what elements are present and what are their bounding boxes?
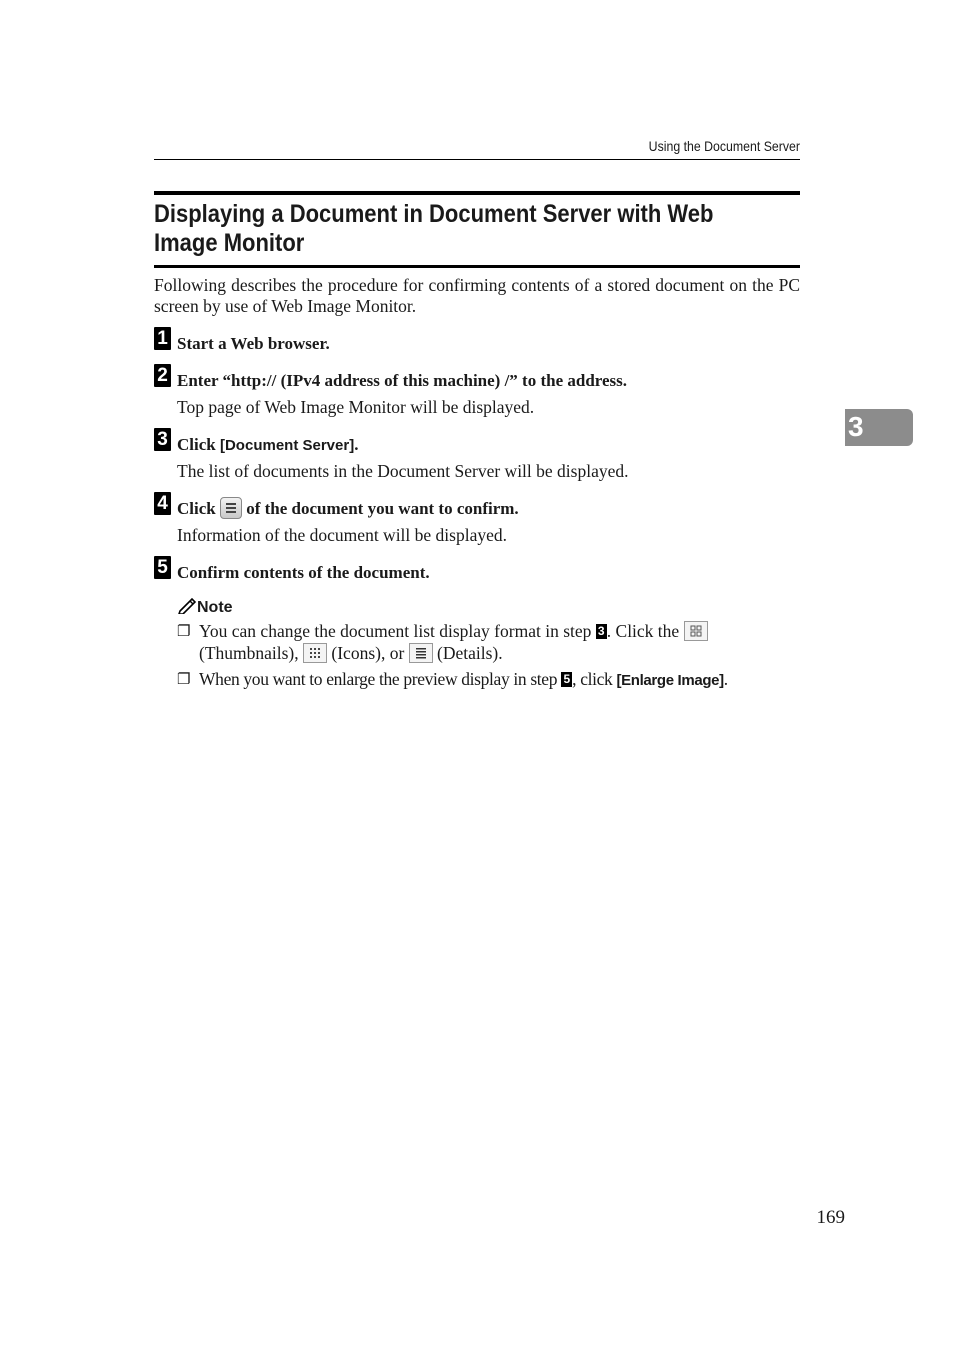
step-3-text-pre: Click <box>177 435 220 454</box>
note-item-1 <box>177 621 800 665</box>
section-title: Displaying a Document in Document Server with Web Image Monitor <box>154 200 714 257</box>
step-3-text <box>177 435 358 455</box>
note-1-text-e: (Details). <box>432 642 503 663</box>
step-5-text: Confirm contents of the document. <box>177 563 430 582</box>
step-ref-5: 5 <box>561 672 572 687</box>
step-2-text: Enter “http:// (IPv4 address of this machine) /” to the address. <box>177 371 628 390</box>
note-1-text-b: . Click the <box>606 621 684 641</box>
note-item-2 <box>177 669 800 691</box>
chapter-tab <box>845 409 913 446</box>
chapter-tab-number: 3 <box>848 411 864 442</box>
step-3-description: The list of documents in the Document Server will be displayed. <box>177 461 629 481</box>
note-2-text-c: . <box>723 669 728 689</box>
step-1-text: Start a Web browser. <box>177 334 330 353</box>
step-number-2: 2 <box>154 364 171 387</box>
step-ref-3: 3 <box>596 624 607 639</box>
title-rule-bottom <box>154 265 800 268</box>
header-rule <box>154 159 800 160</box>
note-2-text-a: When you want to enlarge the preview display in step <box>199 669 562 689</box>
checkbox-bullet-icon: ❐ <box>177 670 191 688</box>
page-number: 169 <box>816 1207 845 1228</box>
note-heading <box>177 596 233 617</box>
step-4-text <box>177 499 519 521</box>
step-4-description: Information of the document will be displayed. <box>177 525 507 545</box>
details-view-icon <box>409 643 433 663</box>
enlarge-image-key: [Enlarge Image] <box>616 672 724 689</box>
checkbox-bullet-icon: ❐ <box>177 622 191 640</box>
note-1-text-a: You can change the document list display format in step <box>199 621 596 641</box>
running-header: Using the Document Server <box>648 138 800 154</box>
step-4-text-post: of the document you want to confirm. <box>241 499 519 518</box>
step-number-1: 1 <box>154 327 171 350</box>
step-number-4: 4 <box>154 492 171 515</box>
note-label: Note <box>197 599 233 616</box>
intro-paragraph: Following describes the procedure for confirming contents of a stored document on the PC screen by use of Web Image Monitor. <box>154 275 800 316</box>
step-number-5: 5 <box>154 556 171 579</box>
pencil-icon <box>177 596 197 614</box>
step-number-3: 3 <box>154 428 171 451</box>
document-details-icon <box>220 497 242 519</box>
step-4-text-pre: Click <box>177 499 220 518</box>
note-1-text-d: (Icons), or <box>327 642 409 663</box>
thumbnails-view-icon <box>684 621 708 641</box>
icons-view-icon <box>303 643 327 663</box>
step-3-text-post: . <box>354 435 359 454</box>
step-2-description: Top page of Web Image Monitor will be displayed. <box>177 397 535 417</box>
note-2-text-b: , click <box>572 669 617 689</box>
note-1-text-c: (Thumbnails), <box>199 642 304 663</box>
document-server-key: [Document Server] <box>219 437 355 454</box>
title-rule-top <box>154 191 800 195</box>
